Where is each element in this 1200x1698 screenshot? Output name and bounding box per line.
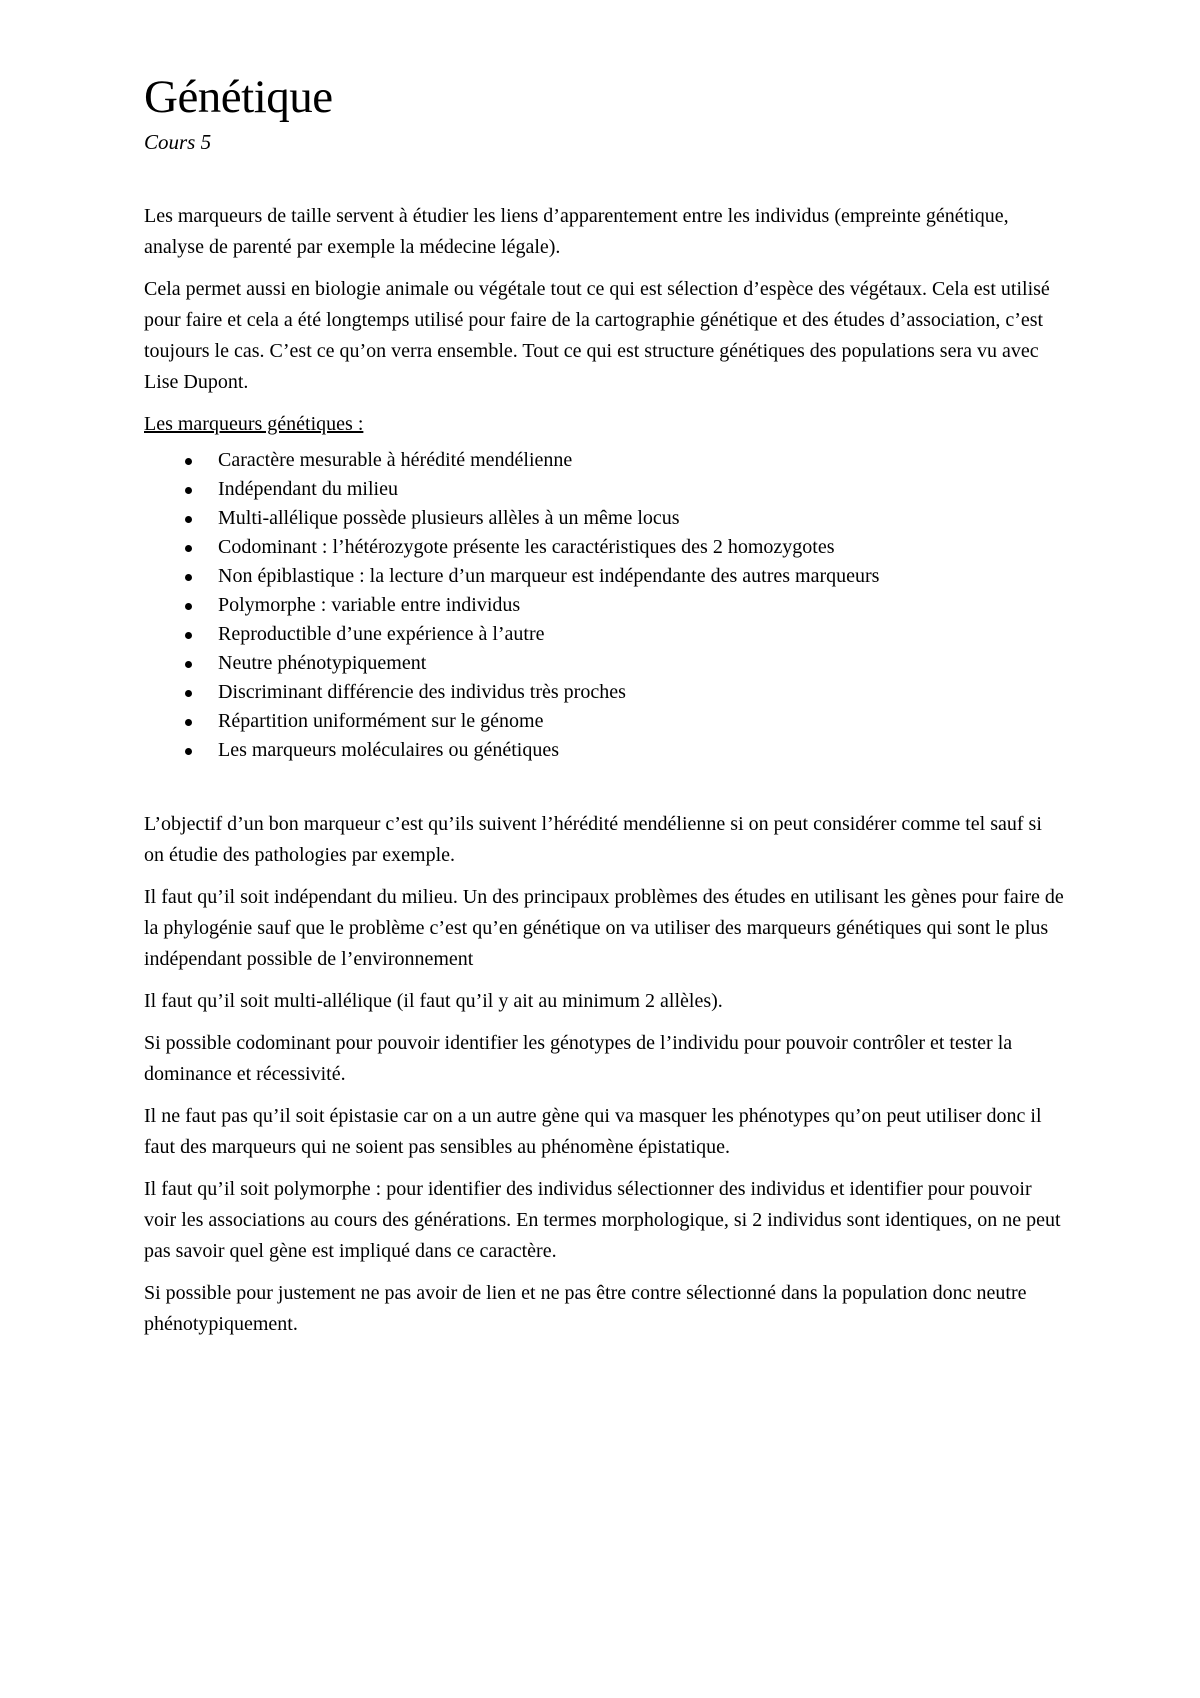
body-paragraph: Il ne faut pas qu’il soit épistasie car on a un autre gène qui va masquer les phénotypes qu’on peut utiliser donc il faut des marqueurs qui ne soient pas sensibles au phénomène épistatique. <box>144 1105 1042 1159</box>
list-item-text: Les marqueurs moléculaires ou génétiques <box>218 739 559 762</box>
intro-paragraph: Les marqueurs de taille servent à étudier les liens d’apparentement entre les individus (empreinte génétique, analyse de parenté par exemple la médecine légale). <box>144 205 1009 259</box>
document-page <box>144 70 1064 1351</box>
list-item-text: Polymorphe : variable entre individus <box>218 594 521 617</box>
body-paragraph: Si possible pour justement ne pas avoir de lien et ne pas être contre sélectionné dans la population donc neutre phénotypiquement. <box>144 1282 1027 1336</box>
list-item <box>144 533 1064 562</box>
list-item-text: Caractère mesurable à hérédité mendélienne <box>218 449 573 472</box>
list-item <box>144 504 1064 533</box>
list-item-text: Discriminant différencie des individus très proches <box>218 681 626 704</box>
list-item <box>144 736 1064 765</box>
document-subtitle: Cours 5 <box>144 130 212 155</box>
list-item-text: Répartition uniformément sur le génome <box>218 710 544 733</box>
list-item <box>144 620 1064 649</box>
list-item <box>144 475 1064 504</box>
document-title: Génétique <box>144 71 333 123</box>
list-item <box>144 591 1064 620</box>
bullet-icon <box>185 516 192 523</box>
list-item <box>144 446 1064 475</box>
list-item-text: Reproductible d’une expérience à l’autre <box>218 623 545 646</box>
list-item-text: Indépendant du milieu <box>218 478 398 501</box>
section-heading: Les marqueurs génétiques : <box>144 413 364 436</box>
body-paragraph: Il faut qu’il soit indépendant du milieu. Un des principaux problèmes des études en utilisant les gènes pour faire de la phylogénie sauf que le problème c’est qu’en génétique on va utiliser des marqueurs génétiques qui sont le plus indépendant possible de l’environnement <box>144 886 1064 971</box>
list-item <box>144 562 1064 591</box>
list-item-text: Codominant : l’hétérozygote présente les caractéristiques des 2 homozygotes <box>218 536 835 559</box>
body-paragraph: Il faut qu’il soit multi-allélique (il faut qu’il y ait au minimum 2 allèles). <box>144 990 723 1013</box>
body-paragraph: L’objectif d’un bon marqueur c’est qu’ils suivent l’hérédité mendélienne si on peut considérer comme tel sauf si on étudie des pathologies par exemple. <box>144 813 1042 867</box>
list-item-text: Neutre phénotypiquement <box>218 652 427 675</box>
bullet-icon <box>185 748 192 755</box>
marker-properties-list <box>144 446 1064 765</box>
list-item <box>144 678 1064 707</box>
bullet-icon <box>185 487 192 494</box>
list-item-text: Non épiblastique : la lecture d’un marqueur est indépendante des autres marqueurs <box>218 565 880 588</box>
bullet-icon <box>185 690 192 697</box>
list-item-text: Multi-allélique possède plusieurs allèles à un même locus <box>218 507 680 530</box>
body-paragraph: Il faut qu’il soit polymorphe : pour identifier des individus sélectionner des individus et identifier pour pouvoir voir les associations au cours des générations. En termes morphologique, si 2 individus sont identiques, on ne peut pas savoir quel gène est impliqué dans ce caractère. <box>144 1178 1061 1263</box>
bullet-icon <box>185 574 192 581</box>
bullet-icon <box>185 719 192 726</box>
bullet-icon <box>185 603 192 610</box>
list-item <box>144 707 1064 736</box>
bullet-icon <box>185 661 192 668</box>
bullet-icon <box>185 458 192 465</box>
list-item <box>144 649 1064 678</box>
bullet-icon <box>185 545 192 552</box>
body-paragraph: Si possible codominant pour pouvoir identifier les génotypes de l’individu pour pouvoir contrôler et tester la dominance et récessivité. <box>144 1032 1013 1086</box>
bullet-icon <box>185 632 192 639</box>
intro-paragraph: Cela permet aussi en biologie animale ou végétale tout ce qui est sélection d’espèce des végétaux. Cela est utilisé pour faire et cela a été longtemps utilisé pour faire de la cartographie génétique et des études d’association, c’est toujours le cas. C’est ce qu’on verra ensemble. Tout ce qui est structure génétiques des populations sera vu avec Lise Dupont. <box>144 278 1050 394</box>
